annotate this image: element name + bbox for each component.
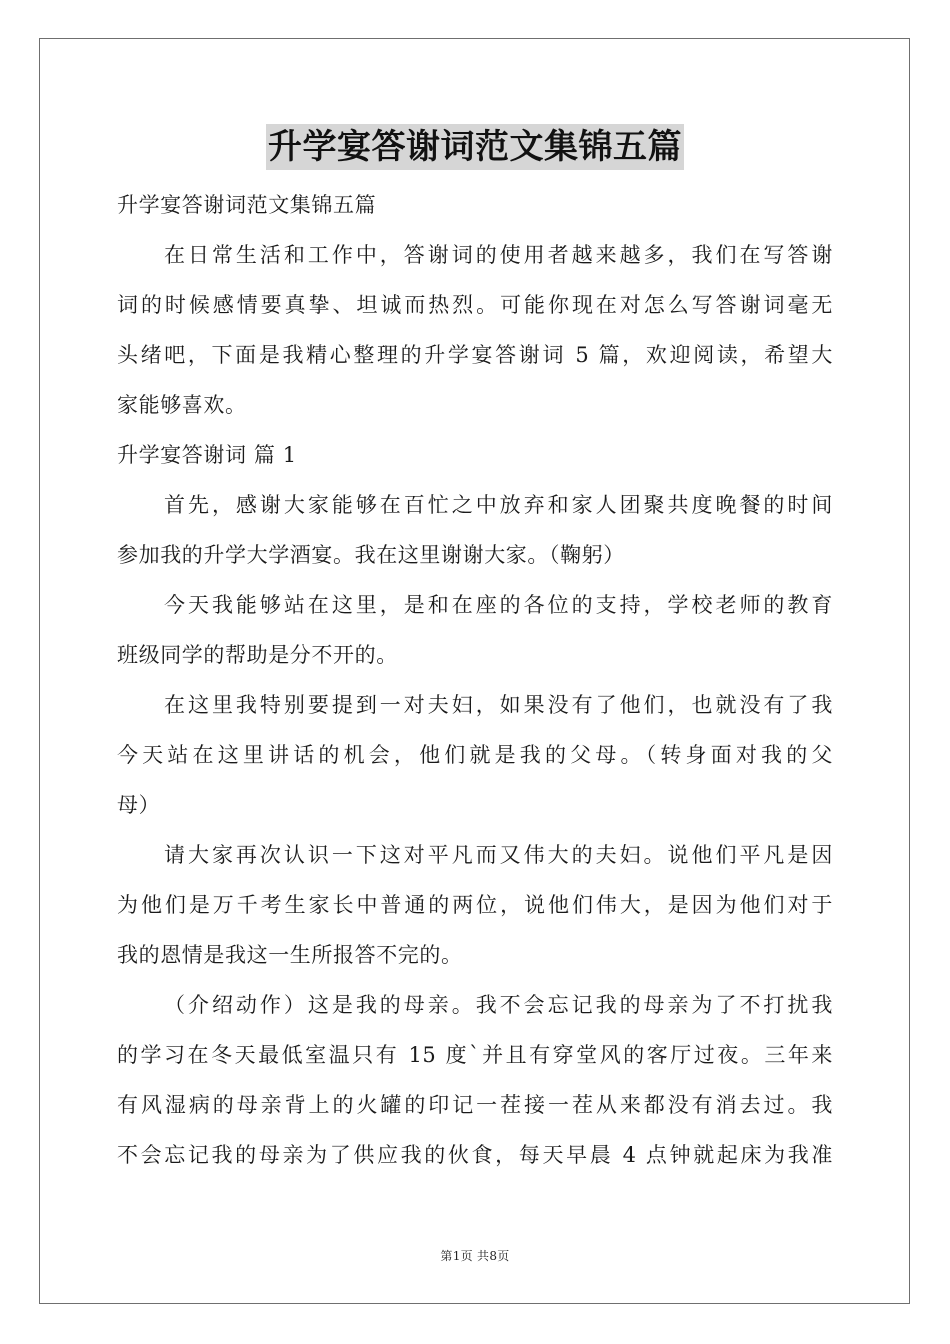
text-line: 升学宴答谢词 篇 1 (117, 443, 297, 467)
text-line: 母） (117, 793, 161, 817)
text-line: 的学习在冬天最低室温只有 15 度`并且有穿堂风的客厅过夜。三年来 (117, 1043, 833, 1067)
text-line: 为他们是万千考生家长中普通的两位，说他们伟大，是因为他们对于 (117, 893, 833, 917)
text-line: 不会忘记我的母亲为了供应我的伙食，每天早晨 4 点钟就起床为我准 (117, 1143, 833, 1167)
text-line: 在这里我特别要提到一对夫妇，如果没有了他们，也就没有了我 (164, 693, 833, 717)
document-body (117, 180, 833, 1180)
document-title: 升学宴答谢词范文集锦五篇 (266, 124, 684, 170)
text-line: 头绪吧，下面是我精心整理的升学宴答谢词 5 篇，欢迎阅读，希望大 (117, 343, 833, 367)
text-line: 家能够喜欢。 (117, 393, 247, 417)
title-wrap (0, 124, 950, 170)
text-line: 今天我能够站在这里，是和在座的各位的支持，学校老师的教育 (164, 593, 833, 617)
text-line: 今天站在这里讲话的机会，他们就是我的父母。（转身面对我的父 (117, 743, 833, 767)
text-line: 首先，感谢大家能够在百忙之中放弃和家人团聚共度晚餐的时间 (164, 493, 833, 517)
text-line: 参加我的升学大学酒宴。我在这里谢谢大家。（鞠躬） (117, 543, 625, 567)
text-line: 有风湿病的母亲背上的火罐的印记一茬接一茬从来都没有消去过。我 (117, 1093, 833, 1117)
text-line: 在日常生活和工作中，答谢词的使用者越来越多，我们在写答谢 (164, 243, 833, 267)
text-line: 词的时候感情要真挚、坦诚而热烈。可能你现在对怎么写答谢词毫无 (117, 293, 833, 317)
text-line: 我的恩情是我这一生所报答不完的。 (117, 943, 463, 967)
text-line: 班级同学的帮助是分不开的。 (117, 643, 398, 667)
text-line: （介绍动作）这是我的母亲。我不会忘记我的母亲为了不打扰我 (164, 993, 833, 1017)
text-line: 升学宴答谢词范文集锦五篇 (117, 193, 377, 217)
text-line: 请大家再次认识一下这对平凡而又伟大的夫妇。说他们平凡是因 (164, 843, 833, 867)
page-footer: 第1页 共8页 (440, 1249, 510, 1263)
